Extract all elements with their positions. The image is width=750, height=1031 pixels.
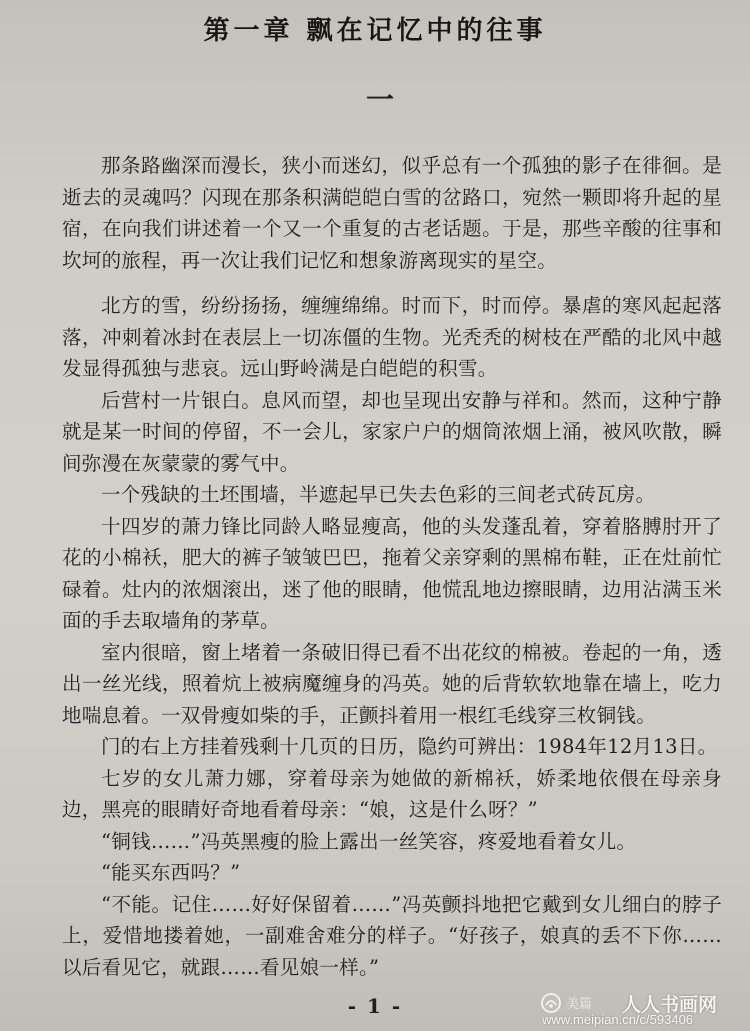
page-number: - 1 -	[347, 994, 403, 1018]
body-text	[62, 150, 722, 983]
watermark-author: 人人书画网	[622, 995, 718, 1016]
watermark-brand: 美篇	[566, 996, 593, 1011]
section-number: 一	[365, 83, 394, 116]
paragraph: 七岁的女儿萧力娜，穿着母亲为她做的新棉袄，娇柔地依偎在母亲身边，黑亮的眼睛好奇地看着母亲：“娘，这是什么呀？”	[62, 766, 722, 821]
paragraph: 一个残缺的土坯围墙，半遮起早已失去色彩的三间老式砖瓦房。	[101, 483, 656, 506]
paragraph: 门的右上方挂着残剩十几页的日历，隐约可辨出：1984年12月13日。	[101, 735, 718, 758]
paragraph: “铜钱……”冯英黑瘦的脸上露出一丝笑容，疼爱地看着女儿。	[101, 829, 637, 853]
watermark	[540, 990, 750, 1030]
meipian-logo-icon	[540, 992, 562, 1014]
watermark-url: www.meipian.cn/c/593406	[542, 1012, 694, 1027]
paragraph: 后营村一片银白。息风而望，却也呈现出安静与祥和。然而，这种宁静就是某一时间的停留，不一会儿，家家户户的烟筒浓烟上涌，被风吹散，瞬间弥漫在灰蒙蒙的雾气中。	[62, 388, 722, 475]
paragraph: 十四岁的萧力锋比同龄人略显瘦高，他的头发蓬乱着，穿着胳膊肘开了花的小棉袄，肥大的裤子皱皱巴巴，拖着父亲穿剩的黑棉布鞋，正在灶前忙碌着。灶内的浓烟滚出，迷了他的眼睛，他慌乱地边擦眼睛，边用沾满玉米面的手去取墙角的茅草。	[62, 514, 722, 632]
chapter-title: 第一章 飘在记忆中的往事	[203, 16, 547, 46]
paragraph: 北方的雪，纷纷扬扬，缠缠绵绵。时而下，时而停。暴虐的寒风起起落落，冲刺着冰封在表层上一切冻僵的生物。光秃秃的树枝在严酷的北风中越发显得孤独与悲哀。远山野岭满是白皑皑的积雪。	[62, 294, 722, 380]
paragraph: “不能。记住……好好保留着……”冯英颤抖地把它戴到女儿细白的脖子上，爱惜地搂着她，一副难舍难分的样子。“好孩子，娘真的丢不下你……以后看见它，就跟……看见娘一样。”	[62, 892, 722, 979]
paragraph: “能买东西吗？”	[101, 861, 241, 884]
paragraph: 室内很暗，窗上堵着一条破旧得已看不出花纹的棉被。卷起的一角，透出一丝光线，照着炕上被病魔缠身的冯英。她的后背软软地靠在墙上，吃力地喘息着。一双骨瘦如柴的手，正颤抖着用一根红毛线穿三枚铜钱。	[62, 640, 722, 727]
paragraph: 那条路幽深而漫长，狭小而迷幻，似乎总有一个孤独的影子在徘徊。是逝去的灵魂吗？闪现在那条积满皑皑白雪的岔路口，宛然一颗即将升起的星宿，在向我们讲述着一个又一个重复的古老话题。于是，那些辛酸的往事和坎坷的旅程，再一次让我们记忆和想象游离现实的星空。	[62, 154, 722, 272]
